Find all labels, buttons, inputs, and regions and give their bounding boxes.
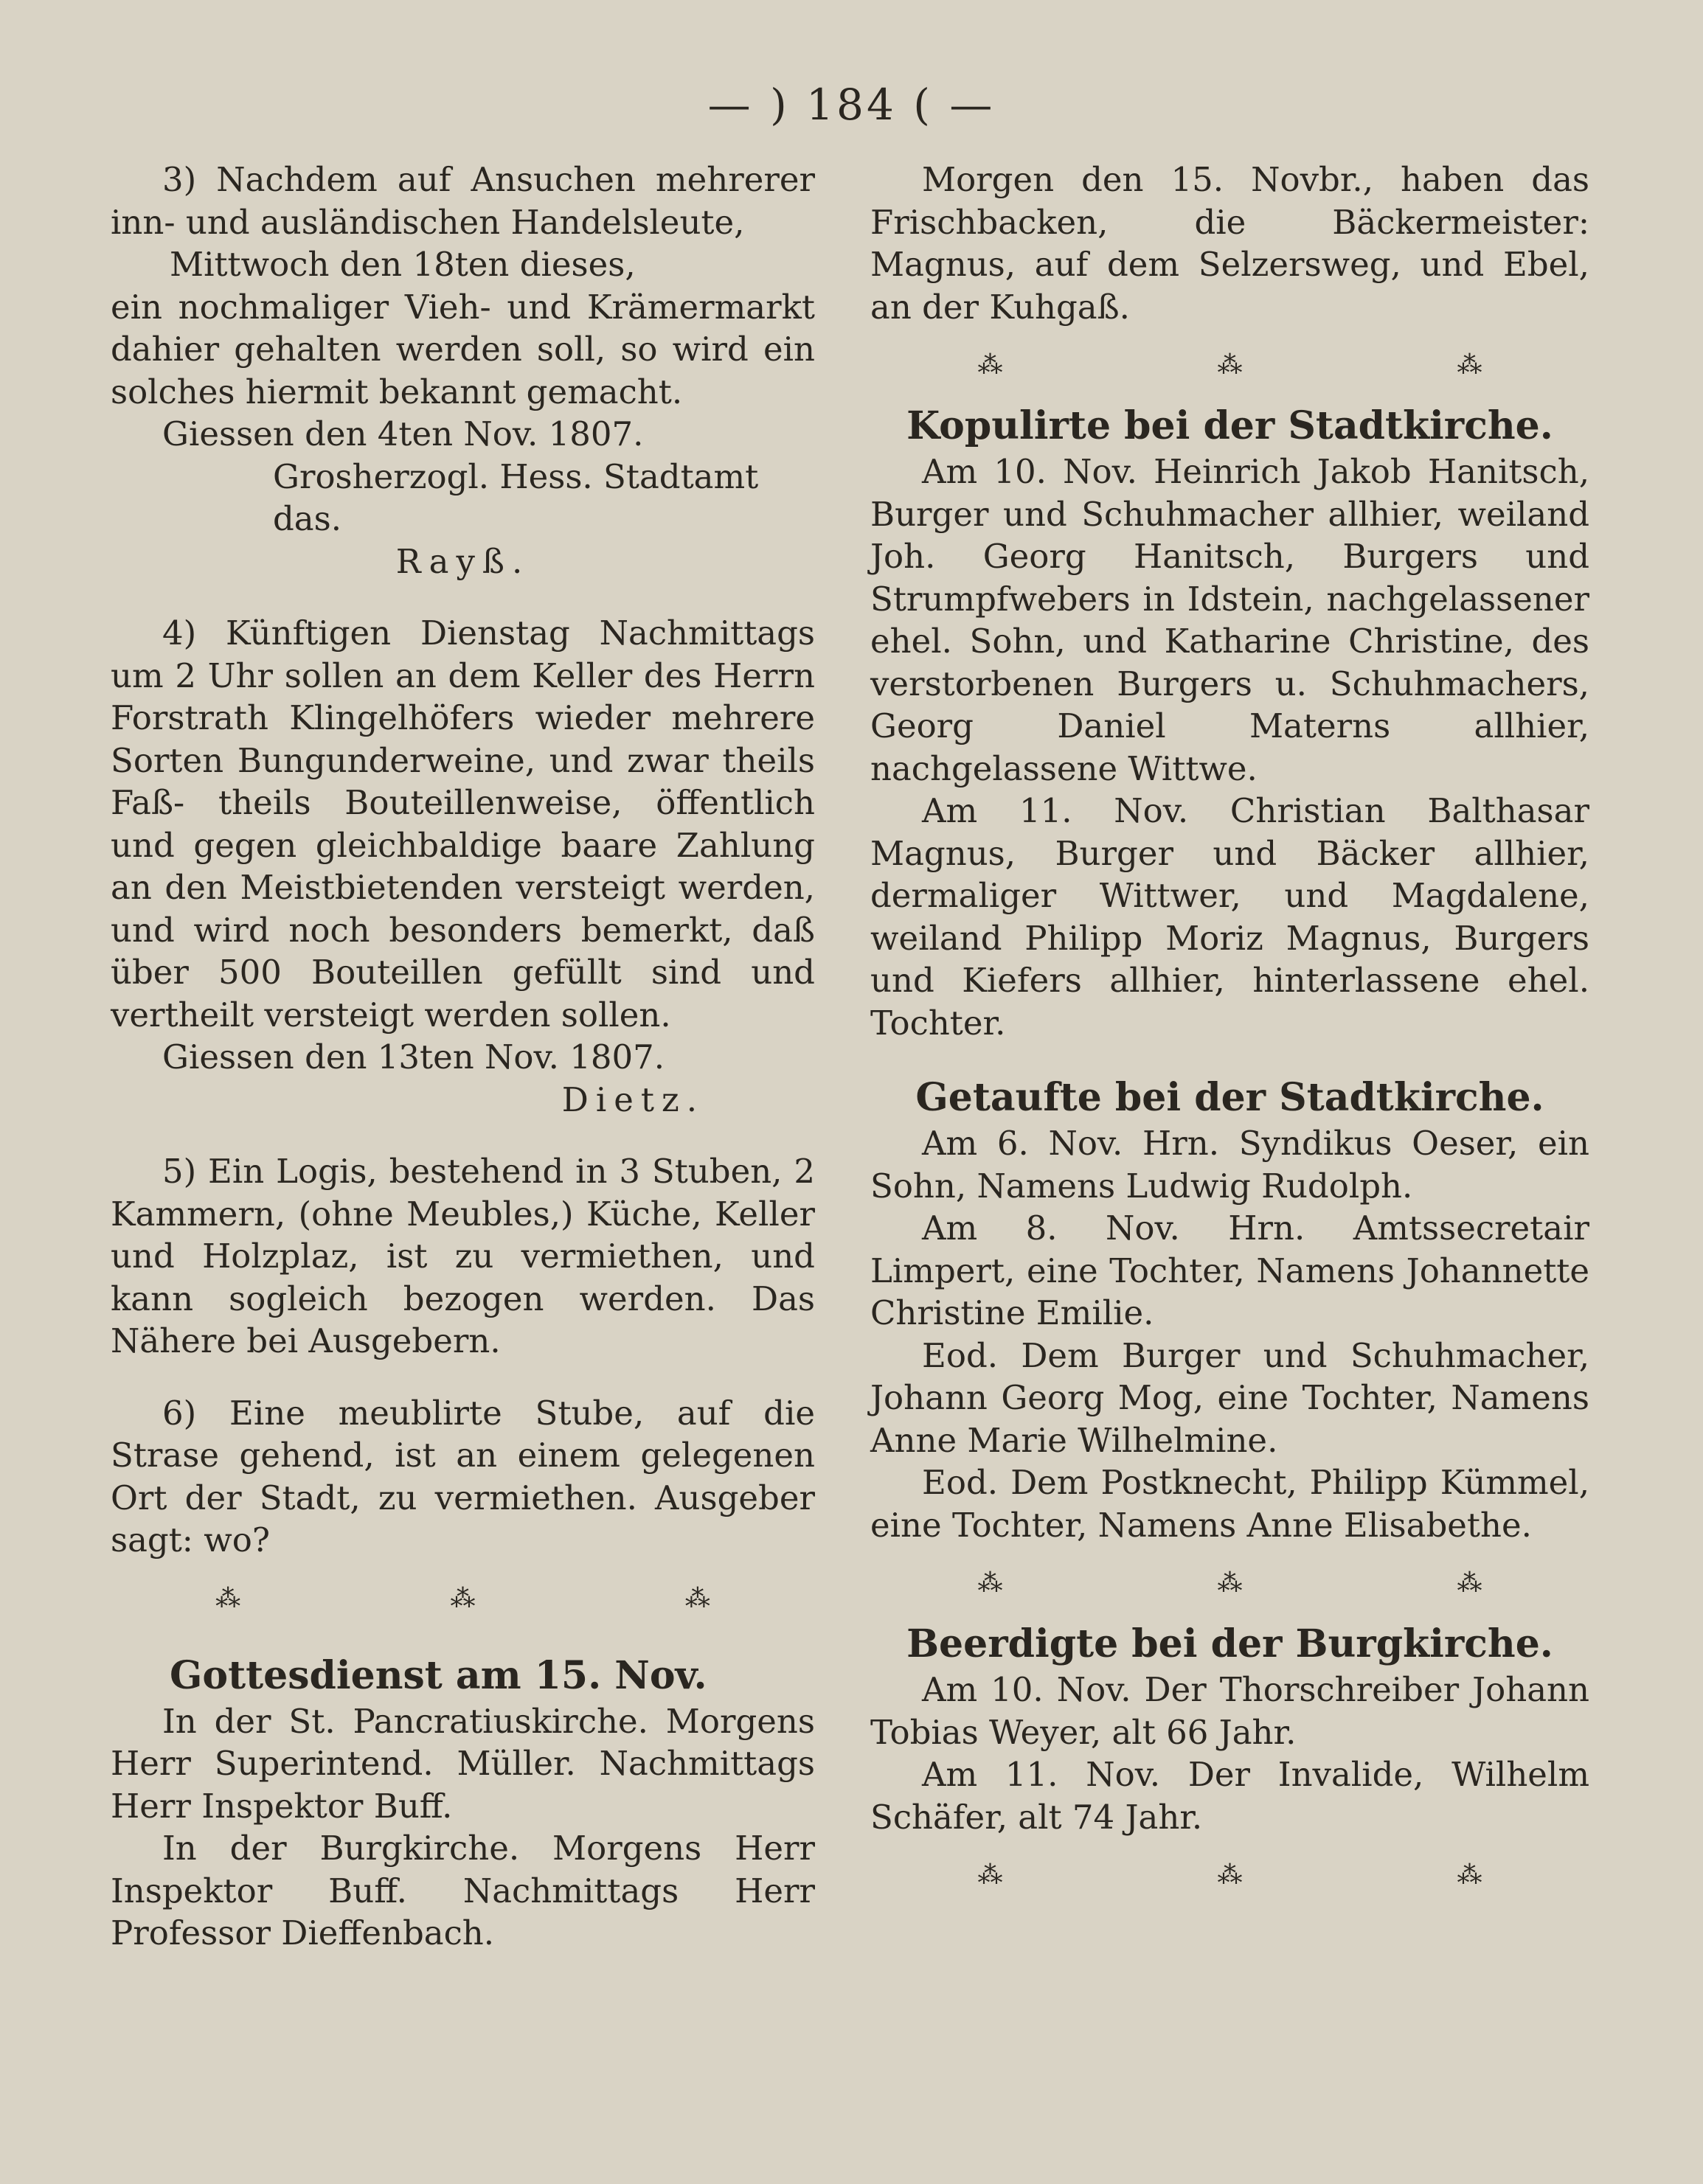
baptized-title: Getaufte bei der Stadtkirche. (915, 1075, 1544, 1120)
married-section (870, 402, 1589, 1044)
church-service-pancratius: In der St. Pancratiuskirche. Morgens Herr Superintend. Müller. Nachmittags Herr Inspektor Buff. (111, 1701, 815, 1826)
buried-title: Beerdigte bei der Burgkirche. (906, 1621, 1553, 1666)
ornament-icon: ⁂ (215, 1583, 241, 1613)
buried-section (870, 1620, 1589, 1838)
married-entry: Am 10. Nov. Heinrich Jakob Hanitsch, Burger und Schuhmacher allhier, weiland Joh. Georg Hanitsch, Burgers und Strumpfwebers in Idstein, nachgelassener ehel. Sohn, und Katharine Christine, des verstorbenen Burgers u. Schuhmachers, Georg Daniel Materns allhier, nachgelassene Wittwe. (870, 452, 1589, 788)
church-service-burgkirche: In der Burgkirche. Morgens Herr Inspektor Buff. Nachmittags Herr Professor Dieffenbach. (111, 1829, 815, 1952)
ornament-icon: ⁂ (977, 1860, 1003, 1890)
ornament-icon: ⁂ (1217, 1568, 1243, 1598)
notice-3-office: Grosherzogl. Hess. Stadtamt das. (273, 456, 759, 538)
notice-3-body: ein nochmaliger Vieh- und Krämermarkt dahier gehalten werden soll, so wird ein solches hiermit bekannt gemacht. (111, 287, 815, 411)
left-column (111, 159, 815, 1955)
notice-3-date: Mittwoch den 18ten dieses, (170, 245, 636, 284)
notice-5: 5) Ein Logis, bestehend in 3 Stuben, 2 Kammern, (ohne Meubles,) Küche, Keller und Holzplaz, ist zu vermiethen, und kann sogleich bezogen werden. Das Nähere bei Ausgebern. (111, 1152, 815, 1360)
notice-3-place: Giessen den 4ten Nov. 1807. (162, 414, 644, 453)
buried-entry: Am 10. Nov. Der Thorschreiber Johann Tobias Weyer, alt 66 Jahr. (870, 1670, 1589, 1752)
married-title: Kopulirte bei der Stadtkirche. (906, 403, 1553, 448)
page-number: — ) 184 ( — (707, 80, 996, 130)
ornament-icon: ⁂ (450, 1583, 476, 1613)
notice-4-signature: Dietz. (561, 1079, 704, 1119)
ornament-row (870, 1838, 1589, 1912)
notice-4-place: Giessen den 13ten Nov. 1807. (162, 1037, 665, 1077)
baptized-entry: Eod. Dem Burger und Schuhmacher, Johann Georg Mog, eine Tochter, Namens Anne Marie Wilhelmine. (870, 1335, 1589, 1460)
ornament-row (111, 1562, 815, 1635)
buried-entry: Am 11. Nov. Der Invalide, Wilhelm Schäfer, alt 74 Jahr. (870, 1755, 1589, 1837)
bakers-notice: Morgen den 15. Novbr., haben das Frischbacken, die Bäckermeister: Magnus, auf dem Selzersweg, und Ebel, an der Kuhgaß. (870, 160, 1589, 327)
baptized-entry: Eod. Dem Postknecht, Philipp Kümmel, eine Tochter, Namens Anne Elisabethe. (870, 1463, 1589, 1545)
notice-6: 6) Eine meublirte Stube, auf die Strase gehend, ist an einem gelegenen Ort der Stadt, zu vermiethen. Ausgeber sagt: wo? (111, 1393, 815, 1559)
ornament-row (870, 1546, 1589, 1620)
ornament-row (870, 328, 1589, 402)
notice-4-body: 4) Künftigen Dienstag Nachmittags um 2 Uhr sollen an dem Keller des Herrn Forstrath Klingelhöfers wieder mehrere Sorten Bungunderweine, und zwar theils Faß- theils Bouteillenweise, öffentlich und gegen gleichbaldige baare Zahlung an den Meistbietenden versteigt werden, und wird noch besonders bemerkt, daß über 500 Bouteillen gefüllt sind und vertheilt versteigt werden sollen. (111, 613, 815, 1034)
baptized-entry: Am 6. Nov. Hrn. Syndikus Oeser, ein Sohn, Namens Ludwig Rudolph. (870, 1124, 1589, 1206)
notice-3 (111, 159, 815, 582)
ornament-icon: ⁂ (1457, 350, 1482, 380)
notice-3-signature: Rayß. (395, 541, 530, 581)
baptized-entry: Am 8. Nov. Hrn. Amtssecretair Limpert, eine Tochter, Namens Johannette Christine Emilie. (870, 1208, 1589, 1332)
ornament-icon: ⁂ (977, 350, 1003, 380)
church-service (111, 1652, 815, 1955)
ornament-icon: ⁂ (1457, 1568, 1482, 1598)
right-column (870, 159, 1589, 1912)
church-service-title: Gottesdienst am 15. Nov. (170, 1652, 707, 1698)
ornament-icon: ⁂ (1457, 1860, 1482, 1890)
ornament-icon: ⁂ (977, 1568, 1003, 1598)
married-entry: Am 11. Nov. Christian Balthasar Magnus, Burger und Bäcker allhier, dermaliger Wittwer, und Magdalene, weiland Philipp Moriz Magnus, Burgers und Kiefers allhier, hinterlassene ehel. Tochter. (870, 791, 1589, 1043)
notice-3-intro: 3) Nachdem auf Ansuchen mehrerer inn- und ausländischen Handelsleute, (111, 160, 815, 242)
baptized-section (870, 1074, 1589, 1546)
ornament-icon: ⁂ (1217, 1860, 1243, 1890)
ornament-icon: ⁂ (684, 1583, 710, 1613)
ornament-icon: ⁂ (1217, 350, 1243, 380)
notice-4 (111, 612, 815, 1121)
